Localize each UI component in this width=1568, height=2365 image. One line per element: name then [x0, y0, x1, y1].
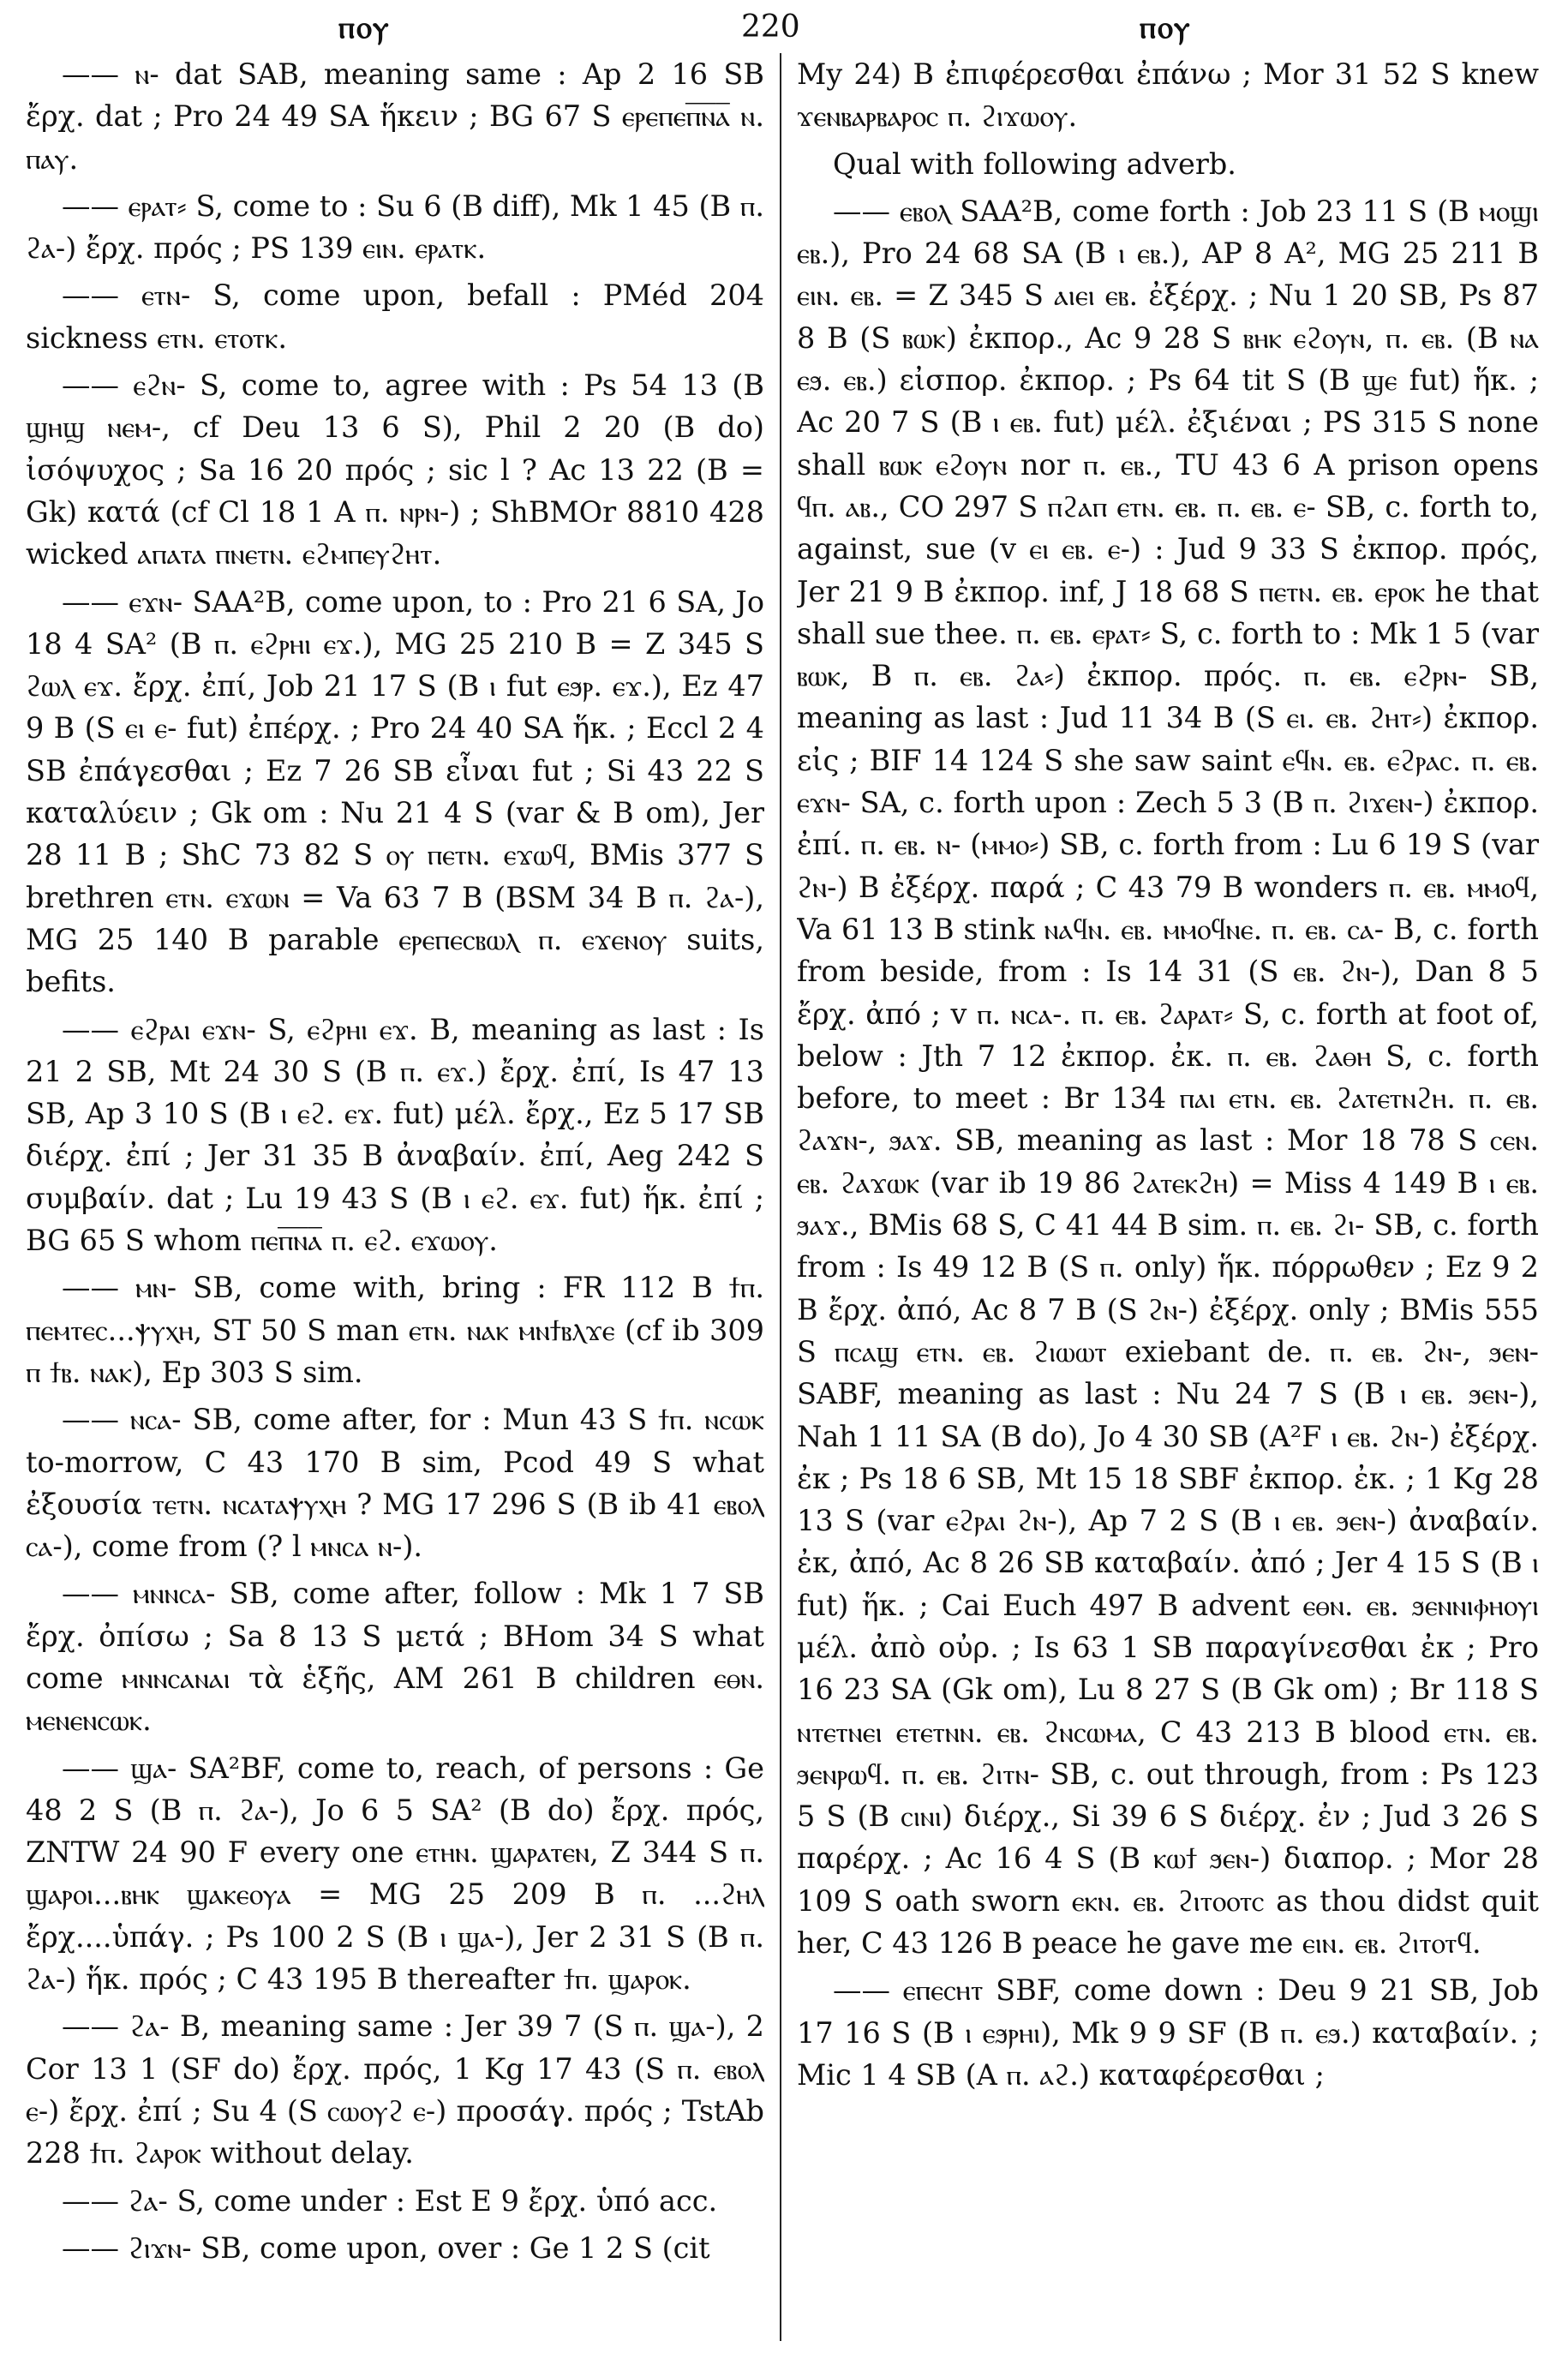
header-left-word: ⲡⲟⲩ	[338, 9, 391, 45]
entry: —— ⲛⲥⲁ- SB, come after, for : Mun 43 S ϯⲡ. ⲛⲥⲱⲕ to-morrow, C 43 170 B sim, Pcod 49 S what ἐξουσία ⲧⲉⲧⲛ. ⲛⲥⲁⲧⲁⲯⲩⲭⲏ ? MG 17 296 S (B ib 41 ⲉⲃⲟⲗ ⲥⲁ-), come from (? l ⲙⲛⲥⲁ ⲛ-).	[26, 1403, 764, 1564]
right-column	[797, 53, 1539, 2350]
entry: —— ⲉⲡⲉⲥⲏⲧ SBF, come down : Deu 9 21 SB, Job 17 16 S (B ⲓ ⲉϧⲣⲏⲓ), Mk 9 9 SF (B ⲡ. ⲉϧ.) καταβαίν. ; Mic 1 4 SB (A ⲡ. ⲁϩ.) καταφέρεσθαι ;	[797, 1973, 1539, 2092]
entry: —— ⲉϩⲛ- S, come to, agree with : Ps 54 13 (B ϣⲏϣ ⲛⲉⲙ-, cf Deu 13 6 S), Phil 2 20 (B do) ἰσόψυχος ; Sa 16 20 πρός ; sic l ? Ac 13 22 (B = Gk) κατά (cf Cl 18 1 A ⲡ. ⲛⲣⲛ-) ; ShBMOr 8810 428 wicked ⲁⲡⲁⲧⲁ ⲡⲛⲉⲧⲛ. ⲉϩⲙⲡⲉⲩϩⲏⲧ.	[26, 368, 764, 572]
entry: —— ϩⲁ- B, meaning same : Jer 39 7 (S ⲡ. ϣⲁ-), 2 Cor 13 1 (SF do) ἔρχ. πρός, 1 Kg 17 43 (S ⲡ. ⲉⲃⲟⲗ ⲉ-) ἔρχ. ἐπί ; Su 4 (S ⲥⲱⲟⲩϩ ⲉ-) προσάγ. πρός ; TstAb 228 ϯⲡ. ϩⲁⲣⲟⲕ without delay.	[26, 2009, 764, 2170]
entry: —— ϩⲁ- S, come under : Est E 9 ἔρχ. ὑπό acc.	[62, 2183, 718, 2218]
entry: —— ⲙⲛⲛⲥⲁ- SB, come after, follow : Mk 1 7 SB ἔρχ. ὀπίσω ; Sa 8 13 S μετά ; BHom 34 S what come ⲙⲛⲛⲥⲁⲛⲁⲓ τὰ ἑξῆς, AM 261 B children ⲉⲑⲛ. ⲙⲉⲛⲉⲛⲥⲱⲕ.	[26, 1577, 764, 1738]
header-right-word: ⲡⲟⲩ	[1140, 9, 1192, 45]
section-heading: Qual with following adverb.	[833, 147, 1236, 181]
entry: —— ⲙⲛ- SB, come with, bring : FR 112 B ϯⲡ. ⲡⲉⲙⲧⲉⲥ...ⲯⲩⲭⲏ, ST 50 S man ⲉⲧⲛ. ⲛⲁⲕ ⲙⲛϯⲃⲗϫⲉ (cf ib 309 ⲡ ϯⲃ. ⲛⲁⲕ), Ep 303 S sim.	[26, 1271, 764, 1389]
left-column	[26, 53, 764, 2350]
entry: —— ⲉϫⲛ- SAA²B, come upon, to : Pro 21 6 SA, Jo 18 4 SA² (B ⲡ. ⲉϩⲣⲏⲓ ⲉϫ.), MG 25 210 B = Z 345 S ϩⲱⲗ ⲉϫ. ἔρχ. ἐπί, Job 21 17 S (B ⲓ fut ⲉϧⲣ. ⲉϫ.), Ez 47 9 B (S ⲉⲓ ⲉ- fut) ἐπέρχ. ; Pro 24 40 SA ἥκ. ; Eccl 2 4 SB ἐπάγεσθαι ; Ez 7 26 SB εἶναι fut ; Si 43 22 S καταλύειν ; Gk om : Nu 21 4 S (var & B om), Jer 28 11 B ; ShC 73 82 S ⲟⲩ ⲡⲉⲧⲛ. ⲉϫⲱϥ, BMis 377 S brethren ⲉⲧⲛ. ⲉϫⲱⲛ = Va 63 7 B (BSM 34 B ⲡ. ϩⲁ-), MG 25 140 B parable ⲉⲣⲉⲡⲉⲥⲃⲱⲗ ⲡ. ⲉϫⲉⲛⲟⲩ suits, befits.	[26, 584, 764, 999]
page-number: 220	[741, 9, 800, 45]
entry: —— ⲉϩⲣⲁⲓ ⲉϫⲛ- S, ⲉϩⲣⲏⲓ ⲉϫ. B, meaning as last : Is 21 2 SB, Mt 24 30 S (B ⲡ. ⲉϫ.) ἔρχ. ἐπί, Is 47 13 SB, Ap 3 10 S (B ⲓ ⲉϩ. ⲉϫ. fut) μέλ. ἔρχ., Ez 5 17 SB διέρχ. ἐπί ; Jer 31 35 B ἀναβαίν. ἐπί, Aeg 242 S συμβαίν. dat ; Lu 19 43 S (B ⲓ ⲉϩ. ⲉϫ. fut) ἥκ. ἐπί ; BG 65 S whom ⲡⲉⲡ̅ⲛ̅ⲁ̅ ⲡ. ⲉϩ. ⲉϫⲱⲟⲩ.	[26, 1012, 764, 1258]
entry: —— ⲛ- dat SAB, meaning same : Ap 2 16 SB ἔρχ. dat ; Pro 24 49 SA ἥκειν ; BG 67 S ⲉⲣⲉⲡⲉⲡ̅ⲛ̅ⲁ̅ ⲛ. ⲡⲁⲩ.	[26, 57, 764, 176]
entry: —— ⲉⲃⲟⲗ SAA²B, come forth : Job 23 11 S (B ⲙⲟϣⲓ ⲉⲃ.), Pro 24 68 SA (B ⲓ ⲉⲃ.), AP 8 A², MG 25 211 B ⲉⲓⲛ. ⲉⲃ. = Z 345 S ⲁⲓⲉⲓ ⲉⲃ. ἐξέρχ. ; Nu 1 20 SB, Ps 87 8 B (S ⲃⲱⲕ) ἐκπορ., Ac 9 28 S ⲃⲏⲕ ⲉϩⲟⲩⲛ, ⲡ. ⲉⲃ. (B ⲛⲁ ⲉϧ. ⲉⲃ.) εἰσπορ. ἐκπορ. ; Ps 64 tit S (B ϣⲉ fut) ἥκ. ; Ac 20 7 S (B ⲓ ⲉⲃ. fut) μέλ. ἐξιέναι ; PS 315 S none shall ⲃⲱⲕ ⲉϩⲟⲩⲛ nor ⲡ. ⲉⲃ., TU 43 6 A prison opens ϥⲡ. ⲁⲃ., CO 297 S ⲡϩⲁⲡ ⲉⲧⲛ. ⲉⲃ. ⲡ. ⲉⲃ. ⲉ- SB, c. forth to, against, sue (v ⲉⲓ ⲉⲃ. ⲉ-) : Jud 9 33 S ἐκπορ. πρός, Jer 21 9 B ἐκπορ. inf, J 18 68 S ⲡⲉⲧⲛ. ⲉⲃ. ⲉⲣⲟⲕ he that shall sue thee. ⲡ. ⲉⲃ. ⲉⲣⲁⲧ⸗ S, c. forth to : Mk 1 5 (var ⲃⲱⲕ, B ⲡ. ⲉⲃ. ϩⲁ⸗) ἐκπορ. πρός. ⲡ. ⲉⲃ. ⲉϩⲣⲛ- SB, meaning as last : Jud 11 34 B (S ⲉⲓ. ⲉⲃ. ϩⲏⲧ⸗) ἐκπορ. εἰς ; BIF 14 124 S she saw saint ⲉϥⲛ. ⲉⲃ. ⲉϩⲣⲁⲥ. ⲡ. ⲉⲃ. ⲉϫⲛ- SA, c. forth upon : Zech 5 3 (B ⲡ. ϩⲓϫⲉⲛ-) ἐκπορ. ἐπί. ⲡ. ⲉⲃ. ⲛ- (ⲙⲙⲟ⸗) SB, c. forth from : Lu 6 19 S (var ϩⲛ-) B ἐξέρχ. παρά ; C 43 79 B wonders ⲡ. ⲉⲃ. ⲙⲙⲟϥ, Va 61 13 B stink ⲛⲁϥⲛ. ⲉⲃ. ⲙⲙⲟϥⲛⲉ. ⲡ. ⲉⲃ. ⲥⲁ- B, c. forth from beside, from : Is 14 31 (S ⲉⲃ. ϩⲛ-), Dan 8 5 ἔρχ. ἀπό ; v ⲡ. ⲛⲥⲁ-. ⲡ. ⲉⲃ. ϩⲁⲣⲁⲧ⸗ S, c. forth at foot of, below : Jth 7 12 ἐκπορ. ἐκ. ⲡ. ⲉⲃ. ϩⲁⲑⲏ S, c. forth before, to meet : Br 134 ⲡⲁⲓ ⲉⲧⲛ. ⲉⲃ. ϩⲁⲧⲉⲧⲛϩⲏ. ⲡ. ⲉⲃ. ϩⲁϫⲛ-, ϧⲁϫ. SB, meaning as last : Mor 18 78 S ⲥⲉⲛ. ⲉⲃ. ϩⲁϫⲱⲕ (var ib 19 86 ϩⲁⲧⲉⲕϩⲏ) = Miss 4 149 B ⲓ ⲉⲃ. ϧⲁϫ., BMis 68 S, C 41 44 B sim. ⲡ. ⲉⲃ. ϩⲓ- SB, c. forth from : Is 49 12 B (S ⲡ. only) ἥκ. πόρρωθεν ; Ez 9 2 B ἔρχ. ἀπό, Ac 8 7 B (S ϩⲛ-) ἐξέρχ. only ; BMis 555 S ⲡⲥⲁϣ ⲉⲧⲛ. ⲉⲃ. ϩⲓⲱⲱⲧ exiebant de. ⲡ. ⲉⲃ. ϩⲛ-, ϧⲉⲛ- SABF, meaning as last : Nu 24 7 S (B ⲓ ⲉⲃ. ϧⲉⲛ-), Nah 1 11 SA (B do), Jo 4 30 SB (A²F ⲓ ⲉⲃ. ϩⲛ-) ἐξέρχ. ἐκ ; Ps 18 6 SB, Mt 15 18 SBF ἐκπορ. ἐκ. ; 1 Kg 28 13 S (var ⲉϩⲣⲁⲓ ϩⲛ-), Ap 7 2 S (B ⲓ ⲉⲃ. ϧⲉⲛ-) ἀναβαίν. ἐκ, ἀπό, Ac 8 26 SB καταβαίν. ἀπό ; Jer 4 15 S (B ⲓ fut) ἥκ. ; Cai Euch 497 B advent ⲉⲑⲛ. ⲉⲃ. ϧⲉⲛⲛⲓⲫⲏⲟⲩⲓ μέλ. ἀπὸ οὐρ. ; Is 63 1 SB παραγίνεσθαι ἐκ ; Pro 16 23 SA (Gk om), Lu 8 27 S (B Gk om) ; Br 118 S ⲛⲧⲉⲧⲛⲉⲓ ⲉⲧⲉⲧⲛⲛ. ⲉⲃ. ϩⲛⲥⲱⲙⲁ, C 43 213 B blood ⲉⲧⲛ. ⲉⲃ. ϧⲉⲛⲣⲱϥ. ⲡ. ⲉⲃ. ϩⲓⲧⲛ- SB, c. out through, from : Ps 123 5 S (B ⲥⲓⲛⲓ) διέρχ., Si 39 6 S διέρχ. ἐν ; Jud 3 26 S παρέρχ. ; Ac 16 4 S (B ⲕⲱϯ ϧⲉⲛ-) διαπορ. ; Mor 28 109 S oath sworn ⲉⲕⲛ. ⲉⲃ. ϩⲓⲧⲟⲟⲧⲥ as thou didst quit her, C 43 126 B peace he gave me ⲉⲓⲛ. ⲉⲃ. ϩⲓⲧⲟⲧϥ.	[797, 194, 1539, 1961]
column-divider	[780, 53, 781, 2341]
running-head	[0, 9, 1568, 46]
entry: —— ϩⲓϫⲛ- SB, come upon, over : Ge 1 2 S (cit	[62, 2230, 710, 2265]
entry: —— ⲉⲧⲛ- S, come upon, befall : PMéd 204 sickness ⲉⲧⲛ. ⲉⲧⲟⲧⲕ.	[26, 278, 764, 355]
entry: —— ϣⲁ- SA²BF, come to, reach, of persons : Ge 48 2 S (B ⲡ. ϩⲁ-), Jo 6 5 SA² (B do) ἔρχ. πρός, ZNTW 24 90 F every one ⲉⲧⲏⲛ. ϣⲁⲣⲁⲧⲉⲛ, Z 344 S ⲡ. ϣⲁⲣⲟⲓ...ⲃⲏⲕ ϣⲁⲕⲉⲟⲩⲁ = MG 25 209 B ⲡ. ...ϩⲏⲗ ἔρχ....ὑπάγ. ; Ps 100 2 S (B ⲓ ϣⲁ-), Jer 2 31 S (B ⲡ. ϩⲁ-) ἥκ. πρός ; C 43 195 B thereafter ϯⲡ. ϣⲁⲣⲟⲕ.	[26, 1751, 764, 1997]
entry: —— ⲉⲣⲁⲧ⸗ S, come to : Su 6 (B diff), Mk 1 45 (B ⲡ. ϩⲁ-) ἔρχ. πρός ; PS 139 ⲉⲓⲛ. ⲉⲣⲁⲧⲕ.	[26, 189, 764, 266]
entry-continuation: My 24) B ἐπιφέρεσθαι ἐπάνω ; Mor 31 52 S knew ϫⲉⲛⲃⲁⲣⲃⲁⲣⲟⲥ ⲡ. ϩⲓϫⲱⲟⲩ.	[797, 57, 1539, 134]
